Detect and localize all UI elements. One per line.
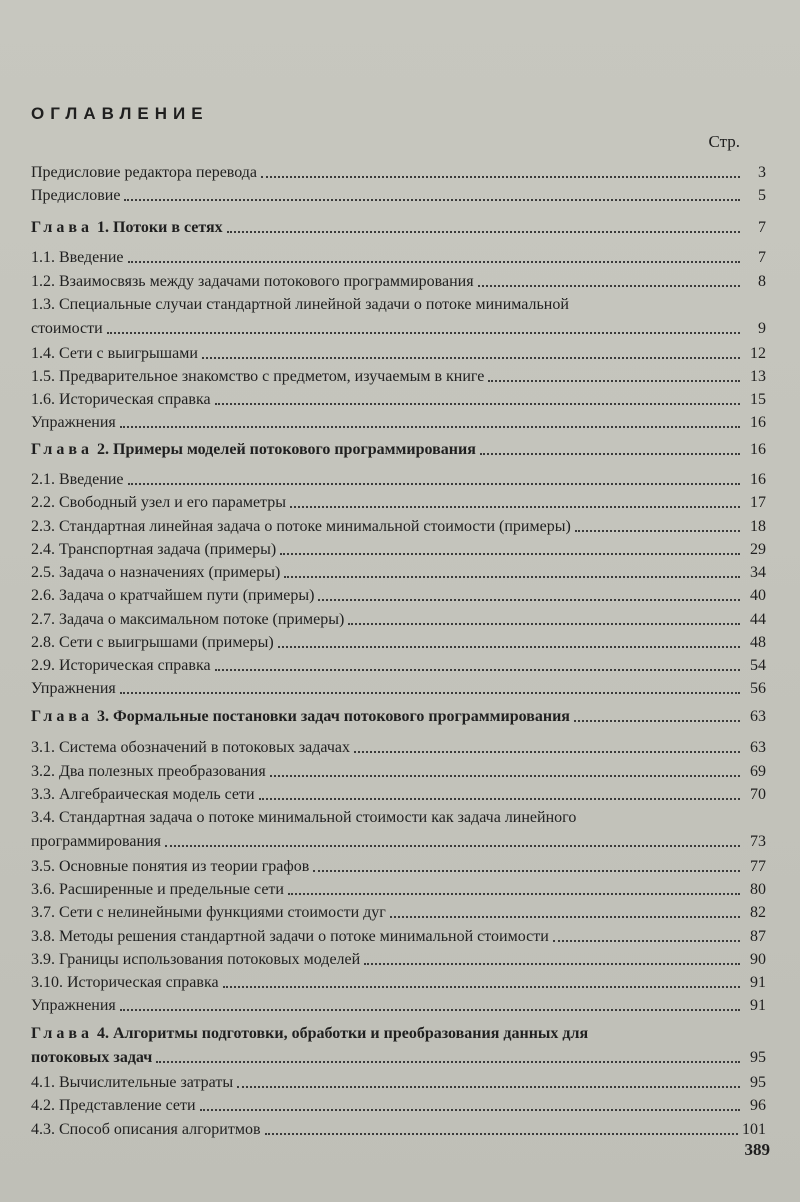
toc-entry-title: 1. Потоки в сетях [97,219,223,236]
dot-leader [156,1061,740,1063]
chapter-prefix: Глава [31,708,93,725]
toc-entry[interactable] [31,948,766,971]
toc-heading: ОГЛАВЛЕНИЕ [31,104,209,123]
toc-entry-title: 3.6. Расширенные и предельные сети [31,881,284,898]
dot-leader [120,426,740,428]
toc-entry-page: 29 [750,541,766,558]
toc-entry-title-line1: 3.4. Стандартная задача о потоке минимальной стоимости как задача линейного [31,809,577,826]
toc-entry-page: 7 [758,219,766,236]
toc-entry[interactable] [31,388,766,411]
toc-entry-title: Упражнения [31,414,116,431]
toc-entry-title: 4.2. Представление сети [31,1097,196,1114]
dot-leader [284,576,740,578]
toc-entry-title: 2.4. Транспортная задача (примеры) [31,541,277,558]
toc-entry-page: 7 [758,249,766,266]
toc-entry-page: 16 [750,414,766,431]
toc-entry[interactable] [31,538,766,561]
toc-entry-page: 17 [750,494,766,511]
toc-entry-page: 15 [750,391,766,408]
toc-entry-title: 2.6. Задача о кратчайшем пути (примеры) [31,587,315,604]
dot-leader [227,231,740,233]
toc-entry[interactable] [31,654,766,677]
dot-leader [288,893,740,895]
toc-entry-page: 63 [750,739,766,756]
toc-entry-page: 90 [750,951,766,968]
toc-entry-title: 2.5. Задача о назначениях (примеры) [31,564,281,581]
toc-entry-title: 3.8. Методы решения стандартной задачи о потоке минимальной стоимости [31,928,549,945]
dot-leader [165,845,740,847]
toc-entry-title: 3.10. Историческая справка [31,974,219,991]
toc-entry-page: 9 [758,320,766,337]
toc-entry-title: 4.3. Способ описания алгоритмов [31,1121,261,1138]
toc-entry-page: 87 [750,928,766,945]
toc-entry[interactable] [31,925,766,948]
toc-entry-page: 16 [750,441,766,458]
toc-entry[interactable] [31,971,766,994]
toc-entry[interactable] [31,491,766,514]
toc-entry-page: 5 [758,187,766,204]
toc-entry-title: 1.6. Историческая справка [31,391,211,408]
toc-entry-title: 3. Формальные постановки задач потокового программирования [97,708,570,725]
toc-entry-title: 2.2. Свободный узел и его параметры [31,494,286,511]
dot-leader [128,261,741,263]
toc-entry-page: 73 [750,833,766,850]
toc-entry-page: 48 [750,634,766,651]
toc-entry-title: стоимости [31,320,103,337]
toc-entry-page: 101 [742,1121,766,1138]
toc-entry[interactable] [31,184,766,207]
toc-entry[interactable] [31,561,766,584]
toc-entry-page: 40 [750,587,766,604]
chapter-prefix: Глава [31,441,93,458]
dot-leader [290,506,740,508]
toc-entry-page: 91 [750,997,766,1014]
toc-entry-title: 3.9. Границы использования потоковых моделей [31,951,361,968]
toc-entry[interactable] [31,317,766,340]
toc-entry[interactable] [31,342,766,365]
dot-leader [575,530,740,532]
toc-entry[interactable] [31,270,766,293]
dot-leader [120,1009,740,1011]
toc-entry-title: Упражнения [31,997,116,1014]
toc-entry[interactable] [31,830,766,853]
toc-entry-page: 63 [750,708,766,725]
dot-leader [574,720,740,722]
toc-entry-page: 34 [750,564,766,581]
toc-entry-title: 1.2. Взаимосвязь между задачами потокового программирования [31,273,474,290]
toc-entry-page: 56 [750,680,766,697]
dot-leader [354,751,740,753]
toc-entry-title: 2.9. Историческая справка [31,657,211,674]
toc-entry-page: 18 [750,518,766,535]
toc-entry[interactable] [31,677,766,700]
toc-entry-title: 3.7. Сети с нелинейными функциями стоимости дуг [31,904,386,921]
toc-entry-title: Предисловие редактора перевода [31,164,258,181]
toc-entry-title: 3.3. Алгебраическая модель сети [31,786,255,803]
toc-entry-page: 54 [750,657,766,674]
dot-leader [202,357,740,359]
toc-entry-title-line1: 4. Алгоритмы подготовки, обработки и преобразования данных для [97,1025,589,1042]
dot-leader [265,1133,738,1135]
toc-entry-title: 2.1. Введение [31,471,124,488]
dot-leader [364,963,740,965]
dot-leader [280,553,740,555]
toc-entry-first-line [31,806,766,829]
toc-entry-page: 3 [758,164,766,181]
dot-leader [223,986,740,988]
toc-entry-page: 95 [750,1074,766,1091]
dot-leader [107,332,740,334]
toc-entry-page: 44 [750,611,766,628]
toc-entry-title: 3.2. Два полезных преобразования [31,763,266,780]
chapter-prefix: Глава [31,1025,93,1042]
toc-entry[interactable] [31,468,766,491]
toc-entry-page: 16 [750,471,766,488]
toc-entry-page: 95 [750,1049,766,1066]
toc-entry-title: Предисловие [31,187,121,204]
toc-chapter-entry[interactable] [31,705,766,728]
dot-leader [270,775,740,777]
toc-entry[interactable] [31,246,766,269]
toc-entry[interactable] [31,760,766,783]
dot-leader [237,1086,740,1088]
toc-entry-title: 4.1. Вычислительные затраты [31,1074,234,1091]
toc-entry[interactable] [31,584,766,607]
dot-leader [553,940,740,942]
toc-entry[interactable] [31,161,766,184]
toc-entry-page: 13 [750,368,766,385]
toc-entry[interactable] [31,994,766,1017]
toc-entry-title: 3.5. Основные понятия из теории графов [31,858,310,875]
toc-entry[interactable] [31,608,766,631]
toc-entry-title: 2. Примеры моделей потокового программирования [97,441,476,458]
dot-leader [261,176,740,178]
toc-entry-title: 2.3. Стандартная линейная задача о потоке минимальной стоимости (примеры) [31,518,571,535]
toc-entry[interactable] [31,365,766,388]
toc-entry-title: Упражнения [31,680,116,697]
dot-leader [215,669,740,671]
toc-entry-title: 1.5. Предварительное знакомство с предметом, изучаемым в книге [31,368,485,385]
toc-entry-page: 91 [750,974,766,991]
toc-entry-title: программирования [31,833,161,850]
toc-entry-page: 70 [750,786,766,803]
dot-leader [313,870,740,872]
toc-entry-title: 1.1. Введение [31,249,124,266]
dot-leader [488,380,740,382]
toc-entry[interactable] [31,515,766,538]
toc-entry-page: 12 [750,345,766,362]
toc-chapter-entry[interactable] [31,1046,766,1069]
page-number: 389 [744,1140,770,1159]
toc-entry-page: 8 [758,273,766,290]
toc-entry-first-line [31,1022,766,1045]
toc-entry[interactable] [31,1094,766,1117]
dot-leader [348,623,740,625]
toc-entry-page: 69 [750,763,766,780]
toc-entry[interactable] [31,878,766,901]
dot-leader [318,599,740,601]
dot-leader [480,453,740,455]
toc-chapter-entry[interactable] [31,216,766,239]
toc-entry-first-line [31,293,766,316]
toc-entry[interactable] [31,736,766,759]
toc-entry-title: 1.4. Сети с выигрышами [31,345,198,362]
toc-entry-page: 82 [750,904,766,921]
dot-leader [124,199,740,201]
dot-leader [215,403,740,405]
toc-entry-title: потоковых задач [31,1049,153,1066]
dot-leader [278,646,740,648]
toc-chapter-entry[interactable] [31,438,766,461]
toc-entry[interactable] [31,1118,766,1141]
toc-entry-page: 80 [750,881,766,898]
toc-entry-title: 3.1. Система обозначений в потоковых задачах [31,739,350,756]
toc-entry[interactable] [31,901,766,924]
toc-entry[interactable] [31,783,766,806]
toc-entry[interactable] [31,411,766,434]
dot-leader [128,483,741,485]
toc-entry[interactable] [31,855,766,878]
dot-leader [120,692,740,694]
toc-entry[interactable] [31,1071,766,1094]
dot-leader [478,285,740,287]
dot-leader [390,916,740,918]
toc-entry-page: 77 [750,858,766,875]
page-column-label: Стр. [708,132,740,151]
toc-entry-title-line1: 1.3. Специальные случаи стандартной линейной задачи о потоке минимальной [31,296,569,313]
dot-leader [200,1109,740,1111]
toc-entry-title: 2.7. Задача о максимальном потоке (примеры) [31,611,345,628]
chapter-prefix: Глава [31,219,93,236]
toc-entry-page: 96 [750,1097,766,1114]
toc-entry[interactable] [31,631,766,654]
toc-entry-title: 2.8. Сети с выигрышами (примеры) [31,634,274,651]
dot-leader [259,798,740,800]
